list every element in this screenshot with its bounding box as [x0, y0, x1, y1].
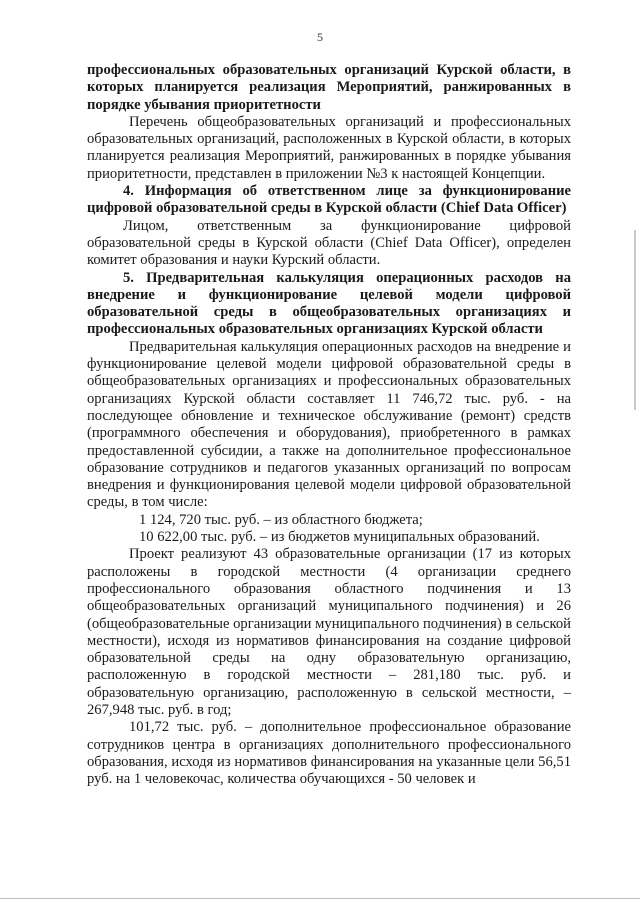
paragraph-cost-estimate: Предварительная калькуляция операционных расходов на внедрение и функционирование целевой модели цифровой образовательной среды в общеобразовательных организациях и профессиональных образовательных организациях Курской области составляет 11 746,72 тыс. руб. - на последующее обновление и техническое обслуживание (ремонт) средств (программного обеспечения и оборудования), приобретенного в рамках предоставленной субсидии, а также на дополнительное профессиональное образование сотрудников и педагогов указанных организаций по вопросам внедрения и функционирования целевой модели цифровой образовательной среды, в том числе: — [87, 338, 571, 511]
paragraph-project-organizations: Проект реализуют 43 образовательные организации (17 из которых расположены в городской местности (4 организации среднего профессионального образования областного подчинения и 13 общеобразовательных организаций муниципального подчинения) и 26 (общеобразовательные организации муниципального подчинения) в сельской местности), исходя из нормативов финансирования на создание цифровой образовательной среды на одну образовательную организацию, расположенную в городской местности – 281,180 тыс. руб. и образовательную организацию, расположенную в сельской местности, – 267,948 тыс. руб. в год; — [87, 546, 571, 718]
paragraph-chief-data-officer: Лицом, ответственным за функционирование цифровой образовательной среды в Курской области (Chief Data Officer), определен комитет образования и науки Курский области. — [87, 217, 571, 269]
heading-continuation: профессиональных образовательных организаций Курской области, в которых планируется реализация Мероприятий, ранжированных в порядке убывания приоритетности — [87, 62, 571, 113]
section-4-heading: 4. Информация об ответственном лице за функционирование цифровой образовательной среды в Курской области (Chief Data Officer) — [87, 183, 571, 217]
scan-margin-mark — [634, 230, 636, 410]
section-5-heading: 5. Предварительная калькуляция операционных расходов на внедрение и функционирование целевой модели цифровой образовательной среды в общеобразовательных организациях и профессиональных образовательных организациях Курской области — [87, 269, 571, 338]
paragraph-list-of-organizations: Перечень общеобразовательных организаций и профессиональных образовательных организаций, расположенных в Курской области, в которых планируется реализация Мероприятий, ранжированных в порядке убывания приоритетности, представлен в приложении №3 к настоящей Концепции. — [87, 113, 571, 182]
list-item-regional-budget: 1 124, 720 тыс. руб. – из областного бюджета; — [139, 511, 423, 528]
page-number: 5 — [317, 30, 323, 44]
scan-bottom-edge — [0, 898, 640, 899]
document-body — [87, 62, 571, 788]
list-item-municipal-budget: 10 622,00 тыс. руб. – из бюджетов муниципальных образований. — [139, 529, 540, 546]
paragraph-professional-education: 101,72 тыс. руб. – дополнительное профессиональное образование сотрудников центра в организациях дополнительного профессионального образования, исходя из нормативов финансирования на указанные цели 56,51 руб. на 1 человекочас, количества обучающихся - 50 человек и — [87, 719, 571, 788]
